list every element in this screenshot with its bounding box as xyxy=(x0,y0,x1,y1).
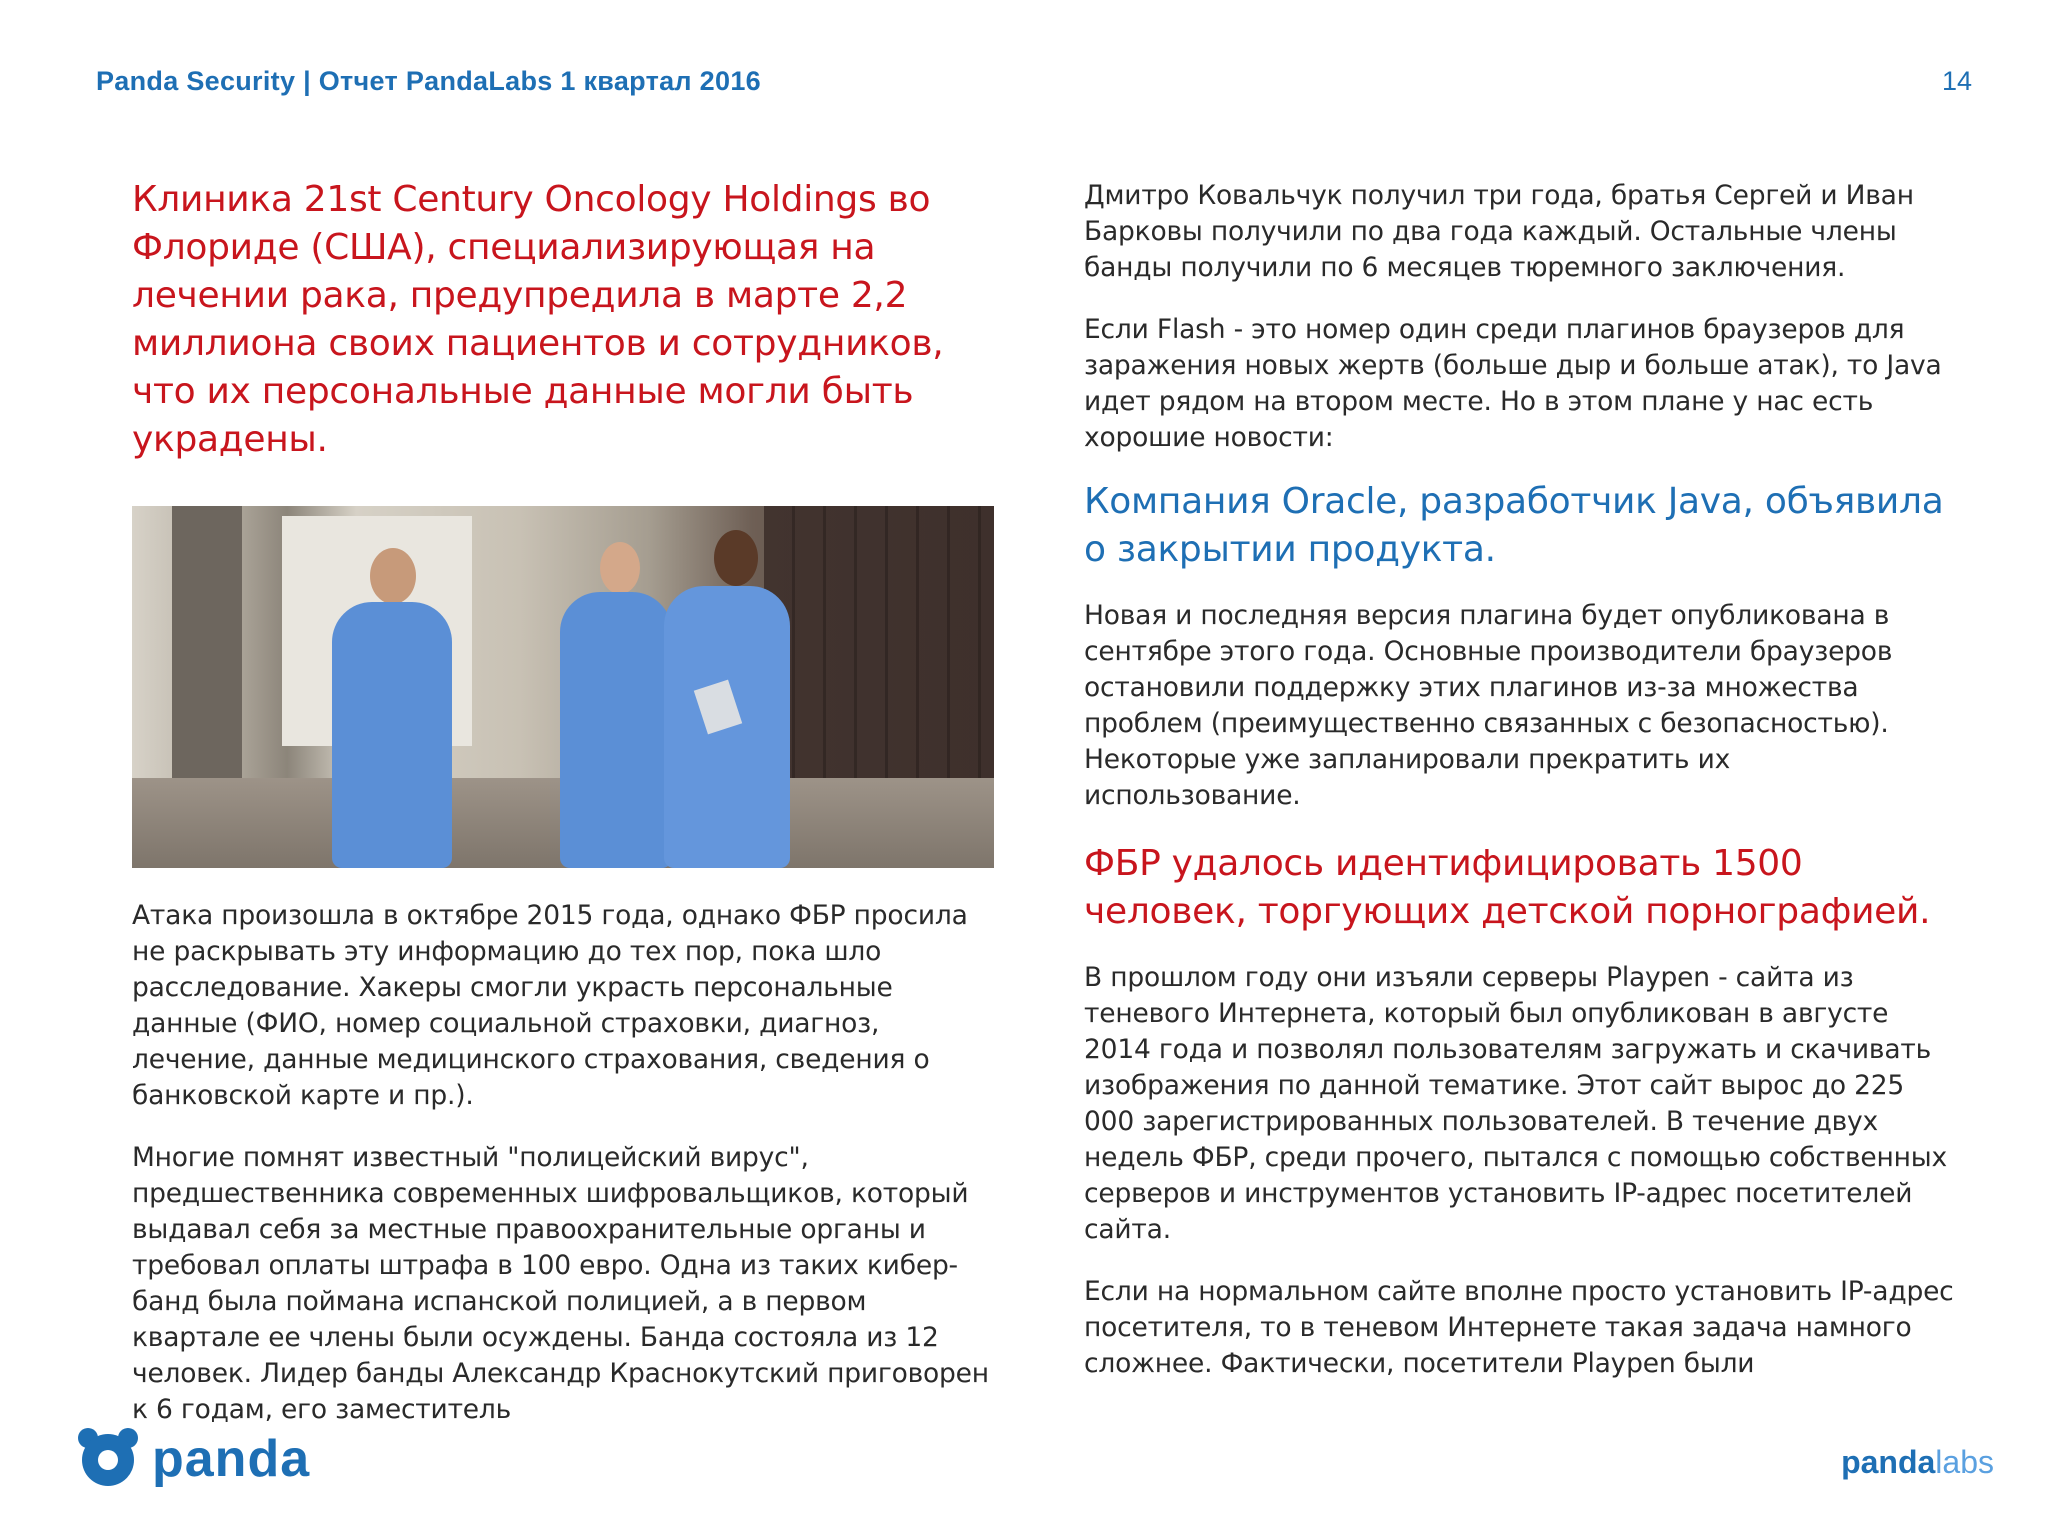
hospital-staff-photo xyxy=(132,506,994,868)
photo-person xyxy=(560,592,672,868)
photo-person-head xyxy=(370,548,416,604)
pandalabs-logo-part: labs xyxy=(1935,1444,1994,1480)
photo-person-head xyxy=(600,542,640,594)
right-pullquote-red: ФБР удалось идентифицировать 1500 человек, торгующих детской порнографией. xyxy=(1084,843,1931,932)
left-paragraph: Многие помнят известный "полицейский вирус", предшественника современных шифровальщиков, который выдавал себя за местные правоохранительные органы и требовал оплаты штрафа в 100 евро. Одна из таких кибер-банд была поймана испанской полицией, а в первом квартале ее члены были осуждены. Банда состояла из 12 человек. Лидер банды Александр Краснокутский приговорен к 6 годам, его заместитель xyxy=(132,1142,989,1425)
panda-wordmark: panda xyxy=(152,1430,311,1488)
page-number: 14 xyxy=(1941,66,1972,96)
panda-logo xyxy=(78,1428,310,1490)
right-pullquote-blue: Компания Oracle, разработчик Java, объявила о закрытии продукта. xyxy=(1084,481,1944,570)
pandalabs-logo xyxy=(1841,1446,1994,1478)
right-paragraph: Если Flash - это номер один среди плагинов браузеров для заражения новых жертв (больше дыр и больше атак), то Java идет рядом на втором месте. Но в этом плане у нас есть хорошие новости: xyxy=(1084,314,1942,453)
pandalabs-logo-part: panda xyxy=(1841,1444,1936,1480)
photo-door xyxy=(172,506,242,806)
left-column xyxy=(132,176,1002,1428)
photo-wall xyxy=(764,506,994,806)
photo-person-head xyxy=(714,530,758,586)
left-pullquote: Клиника 21st Century Oncology Holdings во Флориде (США), специализирующая на лечении рака, предупредила в марте 2,2 миллиона своих пациентов и сотрудников, что их персональные данные могли быть украдены. xyxy=(132,179,944,460)
right-paragraph: Новая и последняя версия плагина будет опубликована в сентябре этого года. Основные производители браузеров остановили поддержку этих плагинов из-за множества проблем (преимущественно связанных с безопасностью). Некоторые уже запланировали прекратить их использование. xyxy=(1084,600,1893,811)
report-header-title: Panda Security | Отчет PandaLabs 1 квартал 2016 xyxy=(96,66,761,96)
right-paragraph: Дмитро Ковальчук получил три года, братья Сергей и Иван Барковы получили по два года каждый. Остальные члены банды получили по 6 месяцев тюремного заключения. xyxy=(1084,180,1914,283)
photo-person xyxy=(332,602,452,868)
left-paragraph: Атака произошла в октябре 2015 года, однако ФБР просила не раскрывать эту информацию до тех пор, пока шло расследование. Хакеры смогли украсть персональные данные (ФИО, номер социальной страховки, диагноз, лечение, данные медицинского страхования, сведения о банковской карте и пр.). xyxy=(132,900,968,1111)
right-column xyxy=(1084,178,1954,1382)
right-paragraph: Если на нормальном сайте вполне просто установить IP-адрес посетителя, то в теневом Интернете такая задача намного сложнее. Фактически, посетители Playpen были xyxy=(1084,1276,1954,1379)
right-paragraph: В прошлом году они изъяли серверы Playpen - сайта из теневого Интернета, который был опубликован в августе 2014 года и позволял пользователям загружать и скачивать изображения по данной тематике. Этот сайт вырос до 225 000 зарегистрированных пользователей. В течение двух недель ФБР, среди прочего, пытался с помощью собственных серверов и инструментов установить IP-адрес посетителей сайта. xyxy=(1084,962,1947,1245)
panda-mark-icon xyxy=(78,1428,138,1490)
